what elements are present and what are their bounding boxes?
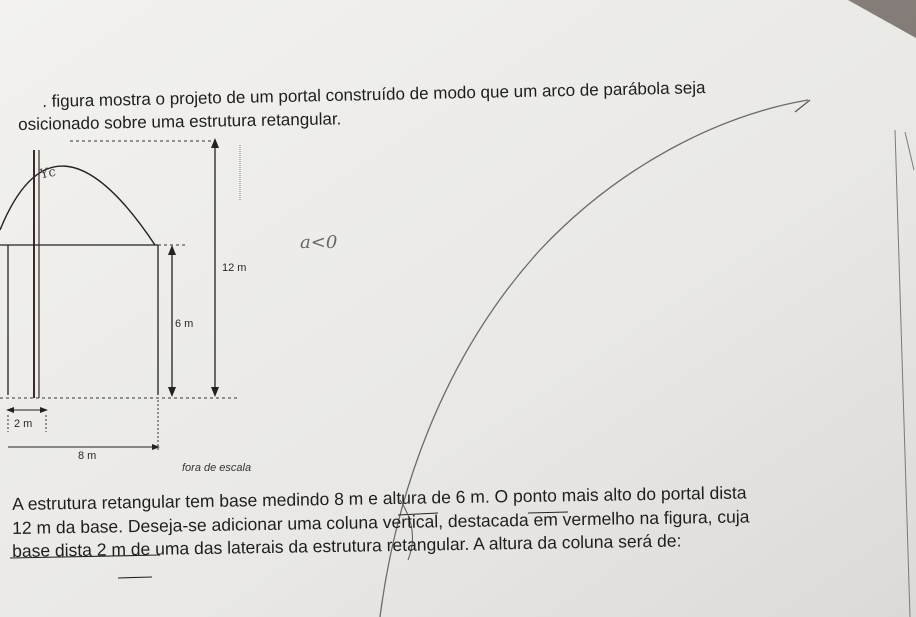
- problem-line-3: base dista 2 m de uma das laterais da estrutura retangular. A altura da coluna será de:: [12, 530, 682, 561]
- figure-caption: fora de escala: [182, 462, 252, 474]
- label-6m: 6 m: [175, 318, 194, 330]
- intro-line-2: osicionado sobre uma estrutura retangular.: [18, 109, 342, 134]
- problem-line-1: A estrutura retangular tem base medindo 8 m e altura de 6 m. O ponto mais alto do portal dista: [12, 482, 747, 514]
- intro-line-1: . figura mostra o projeto de um portal construído de modo que um arco de parábola seja: [42, 78, 706, 111]
- label-12m: 12 m: [222, 262, 247, 274]
- label-8m: 8 m: [78, 450, 97, 462]
- handwritten-note-yc: Yc: [38, 164, 58, 183]
- label-2m: 2 m: [14, 418, 33, 430]
- problem-line-2: 12 m da base. Deseja-se adicionar uma coluna vertical, destacada em vermelho na figura, cuja: [12, 506, 750, 538]
- handwritten-note-a-negative: a<0: [300, 232, 338, 253]
